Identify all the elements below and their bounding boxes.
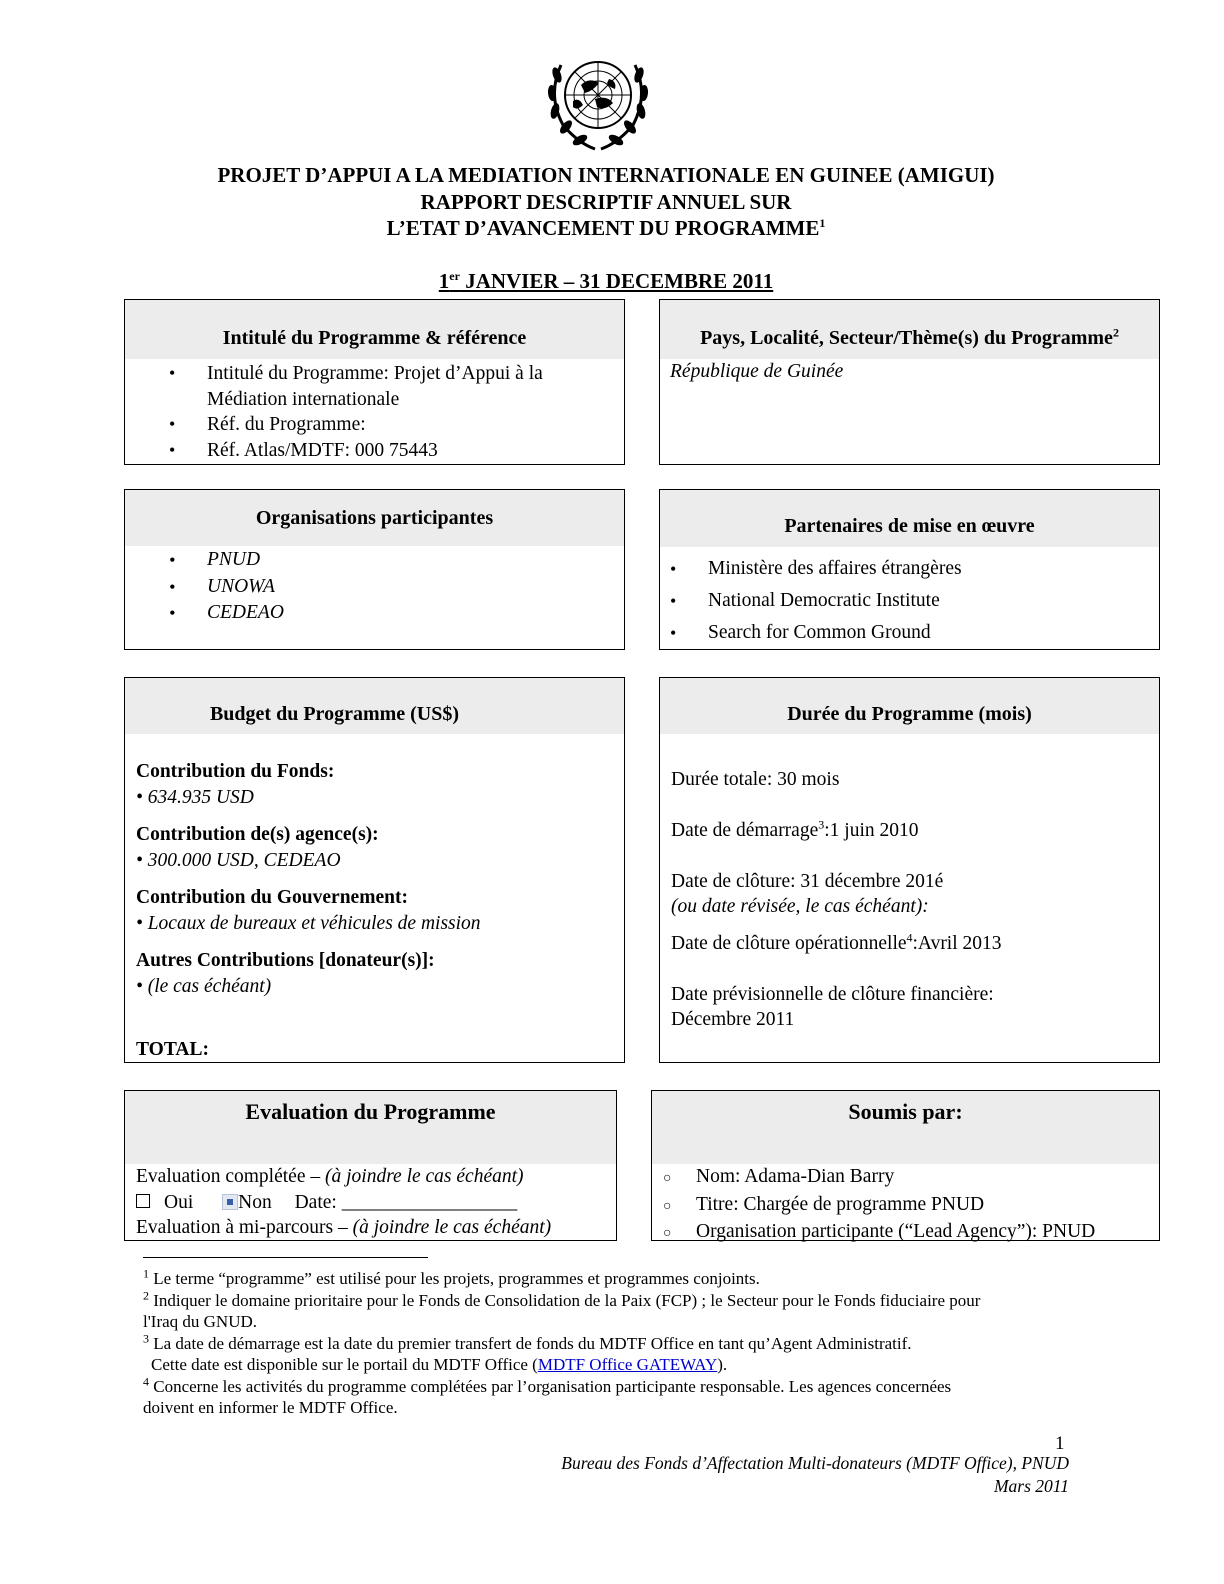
- non-checkbox[interactable]: [222, 1194, 238, 1210]
- duree-operationnelle: Date de clôture opérationnelle$^4$:Avril 2013: [671, 930, 1002, 954]
- budget-autres-label: Autres Contributions [donateur(s)]:: [136, 950, 435, 971]
- soumis-box: [651, 1090, 1160, 1241]
- oui-label: Oui: [164, 1191, 194, 1213]
- pays-heading: Pays, Localité, Secteur/Thème(s) du Programme$^2$: [660, 300, 1159, 359]
- budget-box: [124, 677, 625, 1063]
- evaluation-box: [124, 1090, 617, 1241]
- intitule-item: • Réf. du Programme:: [207, 412, 624, 438]
- header-line2: RAPPORT DESCRIPTIF ANNUEL SUR: [420, 190, 792, 214]
- organisations-box: [124, 489, 625, 650]
- intitule-heading: Intitulé du Programme & référence: [125, 300, 624, 359]
- soumis-item: ○ Titre: Chargée de programme PNUD: [663, 1193, 985, 1215]
- duree-financiere-label: Date prévisionnelle de clôture financière:: [671, 984, 994, 1005]
- partenaires-list: [660, 547, 1159, 649]
- footnote-3: $^3$ La date de démarrage est la date du premier transfert de fonds du MDTF Office en tant qu’Agent Administratif.: [143, 1330, 912, 1353]
- duree-heading: Durée du Programme (mois): [660, 678, 1159, 734]
- duree-demarrage: Date de démarrage$^3$:1 juin 2010: [671, 817, 919, 841]
- soumis-item: ○ Organisation participante (“Lead Agency”): PNUD: [663, 1221, 1096, 1242]
- page-number: 1: [1055, 1433, 1065, 1454]
- budget-agences-value: • 300.000 USD, CEDEAO: [136, 850, 341, 871]
- footer-line1: Bureau des Fonds d’Affectation Multi-donateurs (MDTF Office), PNUD: [561, 1453, 1069, 1473]
- duree-box: [659, 677, 1160, 1063]
- header-line1: PROJET D’APPUI A LA MEDIATION INTERNATIONALE EN GUINEE (AMIGUI): [217, 163, 995, 187]
- budget-gouv-label: Contribution du Gouvernement:: [136, 887, 408, 908]
- budget-total-label: TOTAL:: [136, 1039, 209, 1060]
- footnote-4: $^4$ Concerne les activités du programme complétées par l’organisation participante responsable. Les agences concernées doivent en informer le MDTF Office.: [143, 1373, 952, 1417]
- duree-cloture: Date de clôture: 31 décembre 201é: [671, 871, 944, 892]
- organisations-item: • CEDEAO: [207, 600, 624, 627]
- oui-checkbox[interactable]: [136, 1194, 150, 1208]
- footer-line2: Mars 2011: [993, 1476, 1069, 1496]
- footnote-3-cont: Cette date est disponible sur le portail du MDTF Office (MDTF Office GATEWAY).: [151, 1355, 728, 1374]
- report-period: 1er JANVIER – 31 DECEMBRE 2011: [438, 269, 774, 293]
- soumis-content: [652, 1164, 1159, 1247]
- evaluation-completee: Evaluation complétée – (à joindre le cas échéant): [136, 1166, 524, 1187]
- pays-box: [659, 299, 1160, 465]
- budget-content: [125, 734, 624, 1063]
- footnote-separator: [143, 1257, 428, 1258]
- date-blank-field[interactable]: __________________: [341, 1191, 518, 1213]
- duree-totale: Durée totale: 30 mois: [671, 769, 840, 790]
- mdtf-gateway-link[interactable]: MDTF Office GATEWAY: [537, 1355, 718, 1374]
- non-label: Non: [238, 1191, 272, 1213]
- footnote-2: $^2$ Indiquer le domaine prioritaire pour le Fonds de Consolidation de la Paix (FCP) ; le Secteur pour le Fonds fiduciaire pour l'Iraq du GNUD.: [143, 1287, 981, 1331]
- soumis-heading: Soumis par:: [652, 1091, 1159, 1164]
- partenaires-item: • National Democratic Institute: [708, 585, 1159, 617]
- date-label: Date:: [294, 1191, 342, 1213]
- partenaires-item: • Ministère des affaires étrangères: [708, 553, 1159, 585]
- header-line3: L’ETAT D’AVANCEMENT DU PROGRAMME$^1$: [386, 216, 826, 240]
- intitule-box: [124, 299, 625, 465]
- footnote-1: $^1$ Le terme “programme” est utilisé pour les projets, programmes et programmes conjoints.: [143, 1266, 760, 1288]
- evaluation-options: [136, 1190, 616, 1216]
- budget-fonds-label: Contribution du Fonds:: [136, 761, 335, 782]
- pays-value: République de Guinée: [670, 361, 844, 382]
- evaluation-heading: Evaluation du Programme: [125, 1091, 616, 1164]
- un-emblem-logo: [533, 45, 663, 157]
- evaluation-content: [125, 1164, 616, 1241]
- organisations-item: • PNUD: [207, 547, 624, 574]
- partenaires-heading: Partenaires de mise en œuvre: [660, 490, 1159, 547]
- soumis-item: ○ Nom: Adama-Dian Barry: [663, 1166, 895, 1187]
- duree-content: [660, 734, 1159, 1032]
- partenaires-box: [659, 489, 1160, 650]
- budget-heading: Budget du Programme (US$): [125, 678, 624, 734]
- organisations-heading: Organisations participantes: [125, 490, 624, 546]
- evaluation-miparcours: Evaluation à mi-parcours – (à joindre le cas échéant): [136, 1217, 552, 1238]
- footnotes: [143, 1268, 1043, 1419]
- budget-fonds-value: • 634.935 USD: [136, 787, 254, 808]
- intitule-list: [125, 359, 624, 463]
- duree-cloture-note: (ou date révisée, le cas échéant):: [671, 896, 929, 917]
- organisations-list: [125, 546, 624, 627]
- budget-agences-label: Contribution de(s) agence(s):: [136, 824, 379, 845]
- intitule-item: • Réf. Atlas/MDTF: 000 75443: [207, 438, 624, 464]
- budget-autres-value: • (le cas échéant): [136, 976, 272, 997]
- budget-gouv-value: • Locaux de bureaux et véhicules de mission: [136, 913, 481, 934]
- intitule-item: • Intitulé du Programme: Projet d’Appui à la Médiation internationale: [207, 361, 597, 412]
- partenaires-item: • Search for Common Ground: [708, 617, 1159, 649]
- duree-financiere-value: Décembre 2011: [671, 1009, 795, 1030]
- organisations-item: • UNOWA: [207, 574, 624, 601]
